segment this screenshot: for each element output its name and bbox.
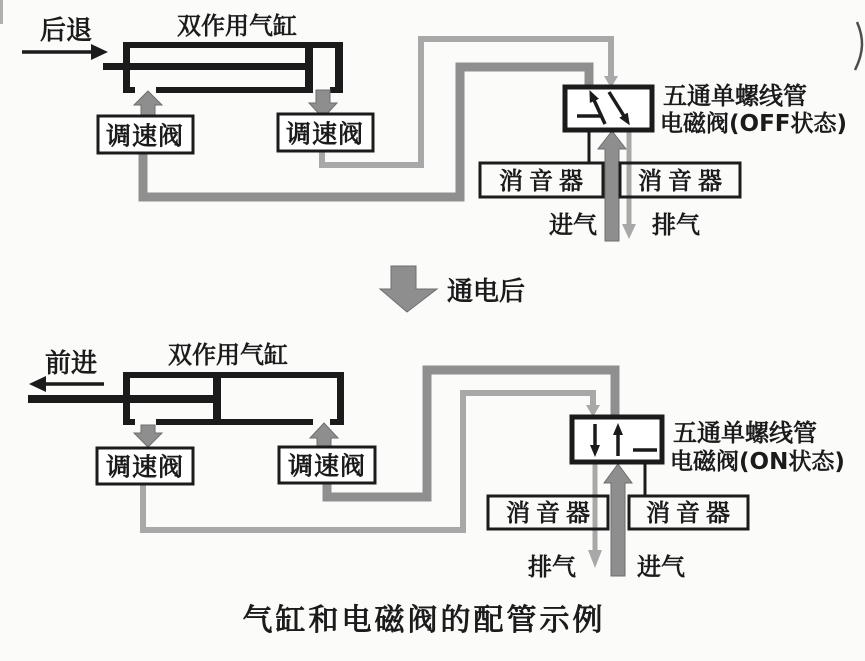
cylinder-wall-bottom-segment xyxy=(330,419,344,425)
cylinder-wall-bottom-segment xyxy=(156,87,313,93)
motion-label: 后退 xyxy=(40,16,93,46)
scan-artifact xyxy=(0,0,3,24)
transition-label: 通电后 xyxy=(447,277,526,307)
muffler-left-label: 消音器 xyxy=(499,167,589,195)
motion-label: 前进 xyxy=(45,349,98,379)
piston xyxy=(305,46,313,88)
speed-valve-left-label: 调速阀 xyxy=(105,452,185,482)
exhaust-label: 排气 xyxy=(528,553,576,581)
intake-label: 进气 xyxy=(637,553,685,581)
exhaust-label: 排气 xyxy=(652,211,700,239)
cylinder-wall-bottom-segment xyxy=(330,87,343,93)
cylinder-wall-top xyxy=(123,372,344,378)
exhaust-down-arrowhead-icon xyxy=(588,550,602,568)
cylinder-wall-bottom-segment xyxy=(123,87,135,93)
speed-valve-right-label: 调速阀 xyxy=(285,119,365,149)
transition-row xyxy=(380,266,525,312)
port-flow-up-arrow-icon xyxy=(134,91,162,118)
speed-valve-right-label: 调速阀 xyxy=(287,451,367,481)
diagram-on-state xyxy=(28,341,845,581)
motion-arrowhead-left-icon xyxy=(29,376,46,392)
scan-artifact xyxy=(855,22,862,70)
piston-rod xyxy=(103,63,306,70)
exhaust-down-arrowhead-icon xyxy=(622,224,636,239)
figure-caption: 气缸和电磁阀的配管示例 xyxy=(242,603,606,638)
speed-valve-left-label: 调速阀 xyxy=(105,121,185,151)
valve-name-line2: 电磁阀(ON状态) xyxy=(670,449,845,475)
piston-rod xyxy=(28,395,216,403)
port-flow-down-arrow-icon xyxy=(134,425,162,447)
double-acting-cylinder xyxy=(103,42,343,93)
cylinder-wall-right xyxy=(335,42,343,93)
muffler-right-label: 消音器 xyxy=(638,167,728,195)
cylinder-wall-bottom-segment xyxy=(156,419,313,425)
valve-name-line1: 五通单螺线管 xyxy=(663,82,807,110)
cylinder-wall-right xyxy=(337,372,344,424)
double-acting-cylinder xyxy=(28,372,344,425)
diagram-off-state xyxy=(22,12,847,241)
cylinder-wall-bottom-segment xyxy=(123,419,135,425)
valve-name-line1: 五通单螺线管 xyxy=(673,419,817,447)
cylinder-label: 双作用气缸 xyxy=(168,341,288,369)
big-down-arrow-icon xyxy=(380,266,437,312)
intake-label: 进气 xyxy=(549,211,597,239)
valve-name-line2: 电磁阀(OFF状态) xyxy=(660,111,847,137)
cylinder-label: 双作用气缸 xyxy=(177,12,297,40)
motion-arrowhead-right-icon xyxy=(91,44,108,60)
muffler-right-label: 消音器 xyxy=(646,499,736,527)
muffler-left-label: 消音器 xyxy=(506,499,596,527)
port-flow-up-arrow-icon xyxy=(310,423,338,448)
